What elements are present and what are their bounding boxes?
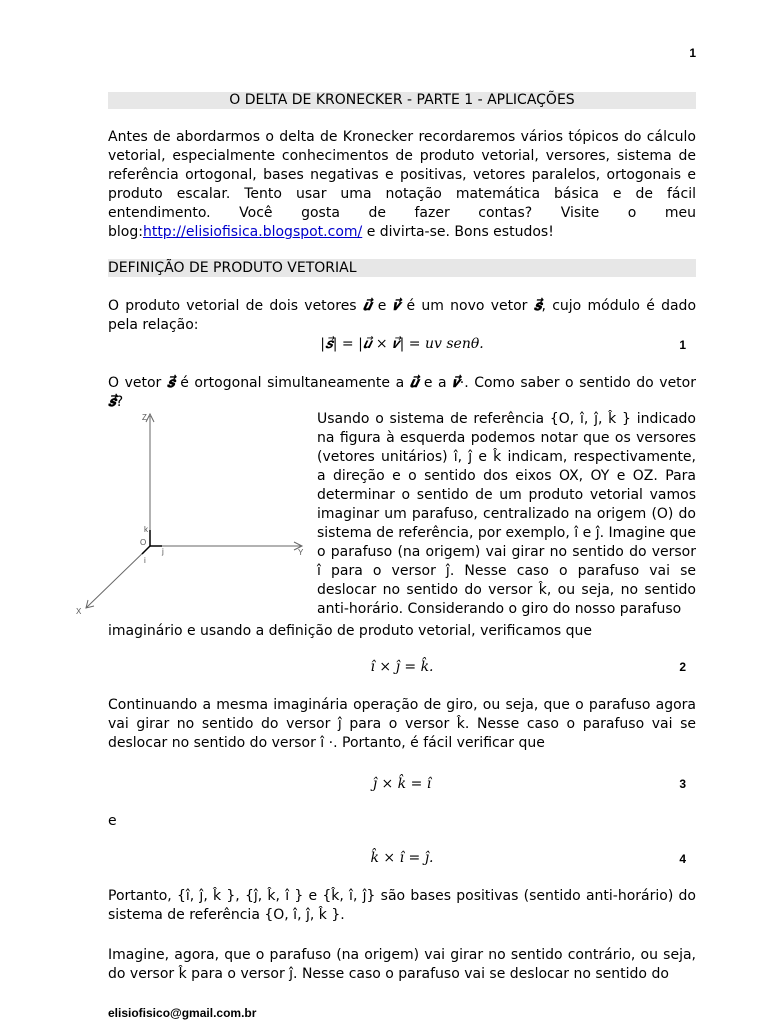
equation-2: î × ĵ = k̂. <box>370 659 434 675</box>
i-versor <box>142 546 150 554</box>
label-y: Y <box>298 548 304 557</box>
vector-v: 𝒗⃗ <box>392 298 401 314</box>
vector-s: 𝒔⃗ <box>166 375 175 391</box>
text-run: ·. Como saber o sentido do vetor <box>459 375 696 391</box>
equation-1-number: 1 <box>679 338 686 352</box>
text-run: O vetor <box>108 375 167 391</box>
paragraph-definition <box>108 297 696 335</box>
vector-s: 𝒔⃗ <box>533 298 542 314</box>
footer-email: elisiofisico@gmail.com.br <box>108 1006 257 1020</box>
text-run: , cujo módulo é dado pela relação: <box>108 298 697 333</box>
text-run: e a <box>418 375 453 391</box>
paragraph-rotation: Continuando a mesma imaginária operação de giro, ou seja, que o parafuso agora vai girar no sentido do versor ĵ para o versor k̂. Nesse caso o parafuso vai se deslocar no sentido do versor î ·. Portanto, é fácil verificar que <box>108 697 696 751</box>
label-k: k <box>144 525 148 534</box>
title-bar <box>108 92 696 109</box>
label-z: Z <box>142 413 147 422</box>
intro-paragraph <box>108 128 696 242</box>
text-run: ? <box>115 394 124 410</box>
vector-s: 𝒔⃗ <box>108 394 116 410</box>
equation-3-number: 3 <box>679 777 686 791</box>
page-number: 1 <box>689 46 696 60</box>
paragraph-reference-system: Usando o sistema de referência {O, î, ĵ, k̂ } indicado na figura à esquerda podemos notar que os versores (vetores unitários) î, ĵ e k̂ indicam, respectivamente, a direção e o sentido dos eixos OX, OY e OZ. Para determinar o sentido de um produto vetorial vamos imaginar um parafuso, centralizado na origem (O) do sistema de referência, por exemplo, î e ĵ. Imagine que o parafuso (na origem) vai girar no sentido do versor î para o versor ĵ. Nesse caso o parafuso vai se deslocar no sentido do versor k̂, ou seja, no sentido anti-horário. Considerando o giro do nosso parafuso <box>317 411 696 617</box>
equation-2-number: 2 <box>679 660 686 674</box>
vector-u: 𝒖⃗ <box>409 375 419 391</box>
blog-link[interactable]: http://elisiofisica.blogspot.com/ <box>142 224 363 240</box>
vector-u: 𝒖⃗ <box>362 298 372 314</box>
coordinate-system-figure <box>76 408 316 618</box>
intro-text: Antes de abordarmos o delta de Kronecker recordaremos vários tópicos do cálculo vetorial, especialmente conhecimentos de produto vetorial, versores, sistema de referência ortogonal, bases negativas e positivas, vetores paralelos, ortogonais e produto escalar. Tento usar uma notação matemática básica e de fácil entendimento. Você gosta de fazer contas? Visite o meu blog: <box>108 129 696 240</box>
paragraph-positive-bases: Portanto, {î, ĵ, k̂ }, {ĵ, k̂, î } e {k̂, î, ĵ} são bases positivas (sentido anti-horário) do sistema de referência {O, î, ĵ, k̂ }. <box>108 888 696 923</box>
label-o: O <box>140 538 147 547</box>
x-axis <box>86 546 150 608</box>
axes-diagram <box>76 408 316 618</box>
paragraph-reference-system-end: imaginário e usando a definição de produto vetorial, verificamos que <box>108 623 593 639</box>
connector-text: e <box>108 813 117 829</box>
text-run: é ortogonal simultaneamente a <box>174 375 410 391</box>
label-j: j <box>162 547 164 556</box>
label-x: X <box>76 607 82 616</box>
section-bar <box>108 259 696 277</box>
text-run: é um novo vetor <box>400 298 534 314</box>
vector-v: 𝒗⃗ <box>452 375 460 391</box>
label-i: i <box>144 556 146 565</box>
equation-4: k̂ × î = ĵ. <box>370 850 434 866</box>
equation-3: ĵ × k̂ = î <box>372 776 432 792</box>
paragraph-opposite-rotation: Imagine, agora, que o parafuso (na origem) vai girar no sentido contrário, ou seja, do versor k̂ para o versor ĵ. Nesse caso o parafuso vai se deslocar no sentido do <box>108 947 696 982</box>
text-run: O produto vetorial de dois vetores <box>108 298 363 314</box>
paragraph-orthogonal <box>108 374 696 412</box>
document-title: O DELTA DE KRONECKER - PARTE 1 - APLICAÇÕES <box>229 92 575 108</box>
equation-4-number: 4 <box>679 852 686 866</box>
text-run: e <box>371 298 393 314</box>
equation-1: |𝒔⃗| = |𝒖⃗ × 𝒗⃗| = uv senθ. <box>320 336 484 352</box>
intro-text-end: e divirta-se. Bons estudos! <box>362 224 554 240</box>
section-title: DEFINIÇÃO DE PRODUTO VETORIAL <box>108 260 357 276</box>
